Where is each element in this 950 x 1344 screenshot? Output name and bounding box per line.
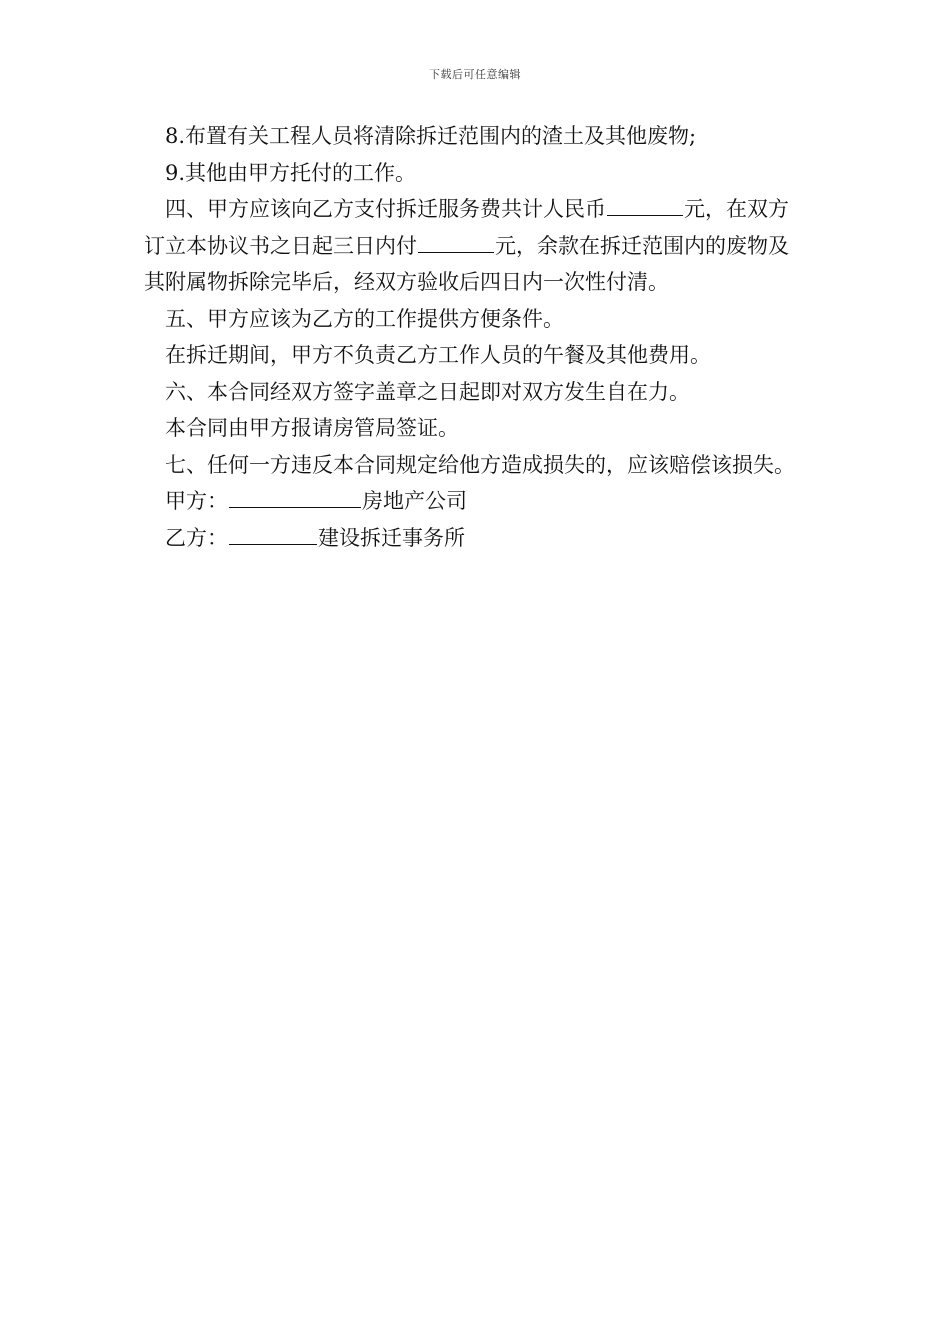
party-a-blank	[229, 487, 361, 508]
page-header: 下载后可任意编辑	[429, 68, 521, 81]
clause-5: 五、甲方应该为乙方的工作提供方便条件。	[165, 306, 564, 331]
clause-6: 六、本合同经双方签字盖章之日起即对双方发生自在力。	[165, 379, 690, 404]
clause-4-part-a: 四、甲方应该向乙方支付拆迁服务费共计人民币	[165, 197, 606, 221]
document-body	[144, 118, 806, 556]
clause-item-9: 9.其他由甲方托付的工作。	[165, 160, 417, 185]
fee-deposit-blank	[418, 232, 494, 253]
clause-6-note: 本合同由甲方报请房管局签证。	[165, 416, 459, 440]
clause-4-part-c: 元，余款在拆迁范围内的废物及其附属物拆除完毕后，经双方验收后四日内一次性付清。	[144, 233, 789, 294]
clause-item-8: 8.布置有关工程人员将清除拆迁范围内的渣土及其他废物;	[165, 124, 697, 148]
fee-total-blank	[607, 195, 683, 216]
party-b-blank	[229, 524, 317, 545]
party-a-label: 甲方：	[165, 489, 228, 513]
clause-7: 七、任何一方违反本合同规定给他方造成损失的，应该赔偿该损失。	[165, 452, 795, 477]
clause-5-note: 在拆迁期间，甲方不负责乙方工作人员的午餐及其他费用。	[165, 343, 711, 367]
clause-4-part-b: 元，在双方订立本协议书之日起三日内付	[144, 197, 789, 258]
party-b-line	[144, 520, 806, 557]
party-b-label: 乙方：	[165, 525, 228, 550]
party-b-suffix: 建设拆迁事务所	[318, 525, 465, 550]
party-a-suffix: 房地产公司	[362, 489, 467, 513]
clause-4	[144, 191, 806, 301]
party-a-line	[144, 483, 806, 520]
